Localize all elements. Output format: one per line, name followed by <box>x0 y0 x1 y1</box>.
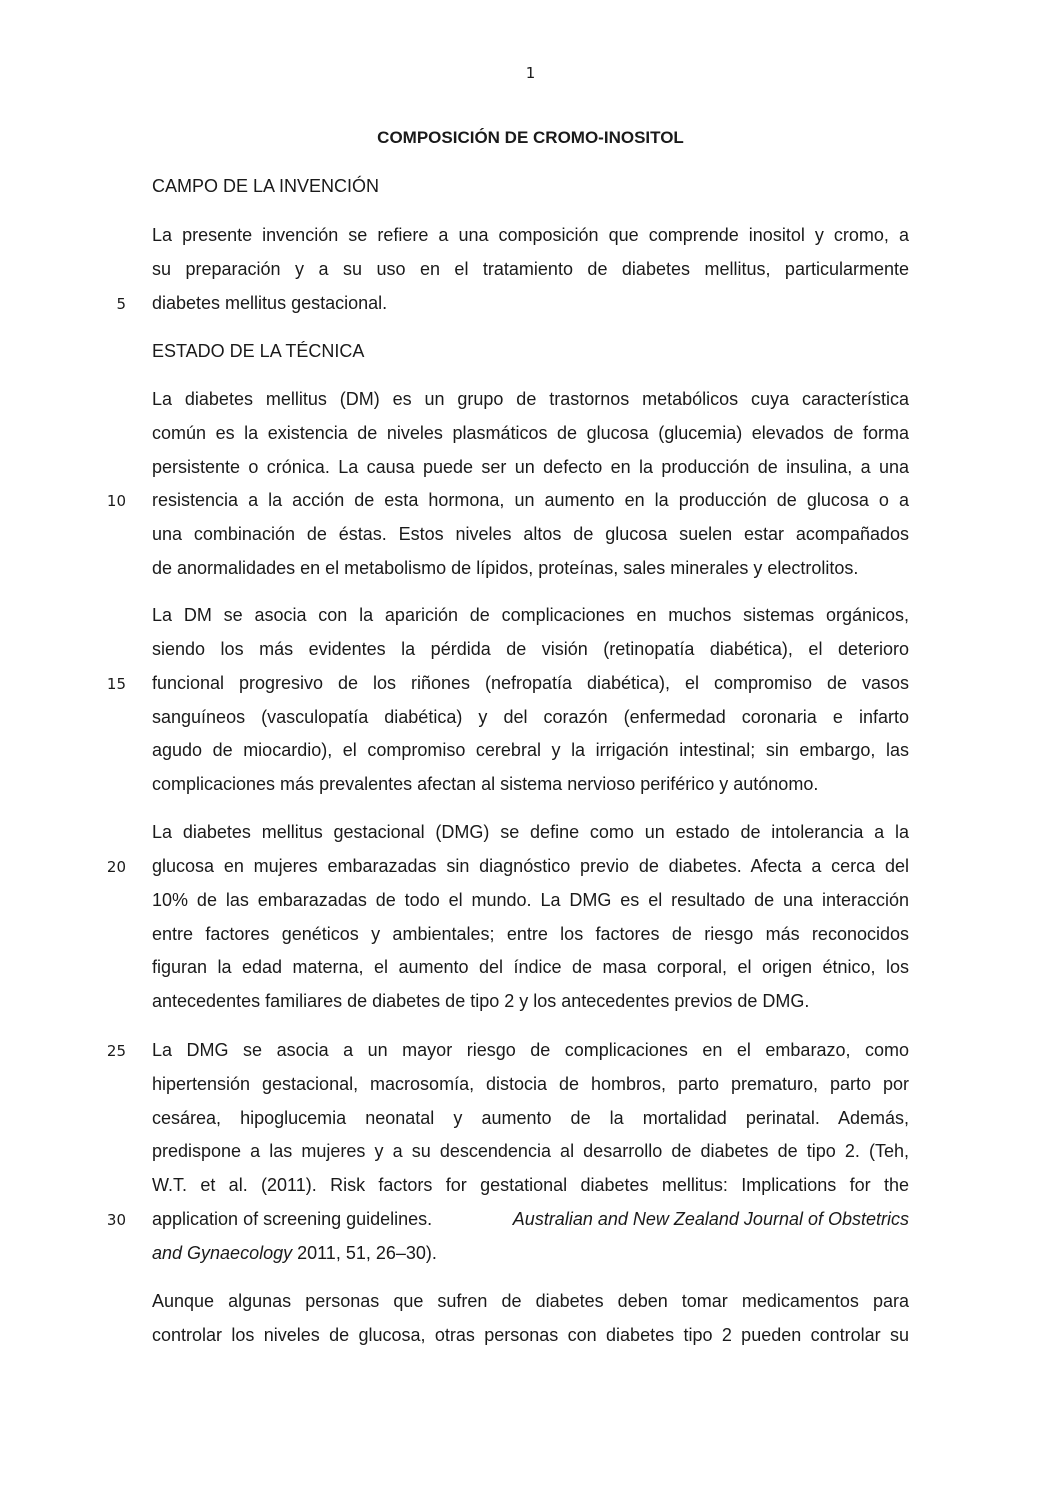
line-number: 5 <box>116 295 126 313</box>
paragraph-line: de anormalidades en el metabolismo de lípidos, proteínas, sales minerales y electrolitos. <box>152 558 859 578</box>
line-number: 20 <box>106 858 126 876</box>
journal-name: Australian and New Zealand Journal of Obstetrics <box>512 1209 909 1229</box>
paragraph-line: su preparación y a su uso en el tratamiento de diabetes mellitus, particularmente <box>152 259 909 279</box>
line-number: 25 <box>106 1042 126 1060</box>
paragraph-line <box>152 1242 909 1264</box>
paragraph-line: antecedentes familiares de diabetes de tipo 2 y los antecedentes previos de DMG. <box>152 991 810 1011</box>
paragraph-line: figuran la edad materna, el aumento del índice de masa corporal, el origen étnico, los <box>152 957 909 977</box>
paragraph-line: cesárea, hipoglucemia neonatal y aumento de la mortalidad perinatal. Además, <box>152 1108 909 1128</box>
paragraph-line: La diabetes mellitus (DM) es un grupo de trastornos metabólicos cuya característica <box>152 389 909 409</box>
line-number: 30 <box>106 1211 126 1229</box>
paragraph-line <box>152 1208 909 1230</box>
paragraph-line: siendo los más evidentes la pérdida de visión (retinopatía diabética), el deterioro <box>152 639 909 659</box>
paragraph-line: hipertensión gestacional, macrosomía, distocia de hombros, parto prematuro, parto por <box>152 1074 909 1094</box>
paragraph-line: agudo de miocardio), el compromiso cerebral y la irrigación intestinal; sin embargo, las <box>152 740 909 760</box>
line-number: 15 <box>106 675 126 693</box>
paragraph-line: 10% de las embarazadas de todo el mundo. La DMG es el resultado de una interacción <box>152 890 909 910</box>
document-title: COMPOSICIÓN DE CROMO-INOSITOL <box>377 128 684 147</box>
paragraph-line: La DMG se asocia a un mayor riesgo de complicaciones en el embarazo, como <box>152 1040 909 1060</box>
page-number: 1 <box>525 64 536 82</box>
paragraph-line: común es la existencia de niveles plasmáticos de glucosa (glucemia) elevados de forma <box>152 423 909 443</box>
paragraph-line: La presente invención se refiere a una composición que comprende inositol y cromo, a <box>152 225 909 245</box>
paragraph-line: una combinación de éstas. Estos niveles altos de glucosa suelen estar acompañados <box>152 524 909 544</box>
paragraph-line: glucosa en mujeres embarazadas sin diagnóstico previo de diabetes. Afecta a cerca del <box>152 856 909 876</box>
paragraph-line: predispone a las mujeres y a su descendencia al desarrollo de diabetes de tipo 2. (Teh, <box>152 1141 909 1161</box>
section-heading-field: CAMPO DE LA INVENCIÓN <box>152 176 380 196</box>
paragraph-line: complicaciones más prevalentes afectan al sistema nervioso periférico y autónomo. <box>152 774 819 794</box>
paragraph-line: Aunque algunas personas que sufren de diabetes deben tomar medicamentos para <box>152 1291 909 1311</box>
line-number: 10 <box>106 492 126 510</box>
paragraph-line: W.T. et al. (2011). Risk factors for gestational diabetes mellitus: Implications for the <box>152 1175 909 1195</box>
paragraph-line: funcional progresivo de los riñones (nefropatía diabética), el compromiso de vasos <box>152 673 909 693</box>
citation-text: application of screening guidelines. <box>152 1209 433 1229</box>
paragraph-line: sanguíneos (vasculopatía diabética) y del corazón (enfermedad coronaria e infarto <box>152 707 909 727</box>
journal-name: and Gynaecology <box>152 1243 293 1263</box>
paragraph-line: controlar los niveles de glucosa, otras personas con diabetes tipo 2 pueden controlar su <box>152 1325 909 1345</box>
section-heading-state: ESTADO DE LA TÉCNICA <box>152 341 365 361</box>
citation-text: 2011, 51, 26–30). <box>292 1243 437 1263</box>
paragraph-line: entre factores genéticos y ambientales; entre los factores de riesgo más reconocidos <box>152 924 909 944</box>
paragraph-line: La DM se asocia con la aparición de complicaciones en muchos sistemas orgánicos, <box>152 605 909 625</box>
paragraph-line: persistente o crónica. La causa puede ser un defecto en la producción de insulina, a una <box>152 457 909 477</box>
paragraph-line: diabetes mellitus gestacional. <box>152 293 388 313</box>
paragraph-line: La diabetes mellitus gestacional (DMG) se define como un estado de intolerancia a la <box>152 822 909 842</box>
paragraph-line: resistencia a la acción de esta hormona, un aumento en la producción de glucosa o a <box>152 490 909 510</box>
